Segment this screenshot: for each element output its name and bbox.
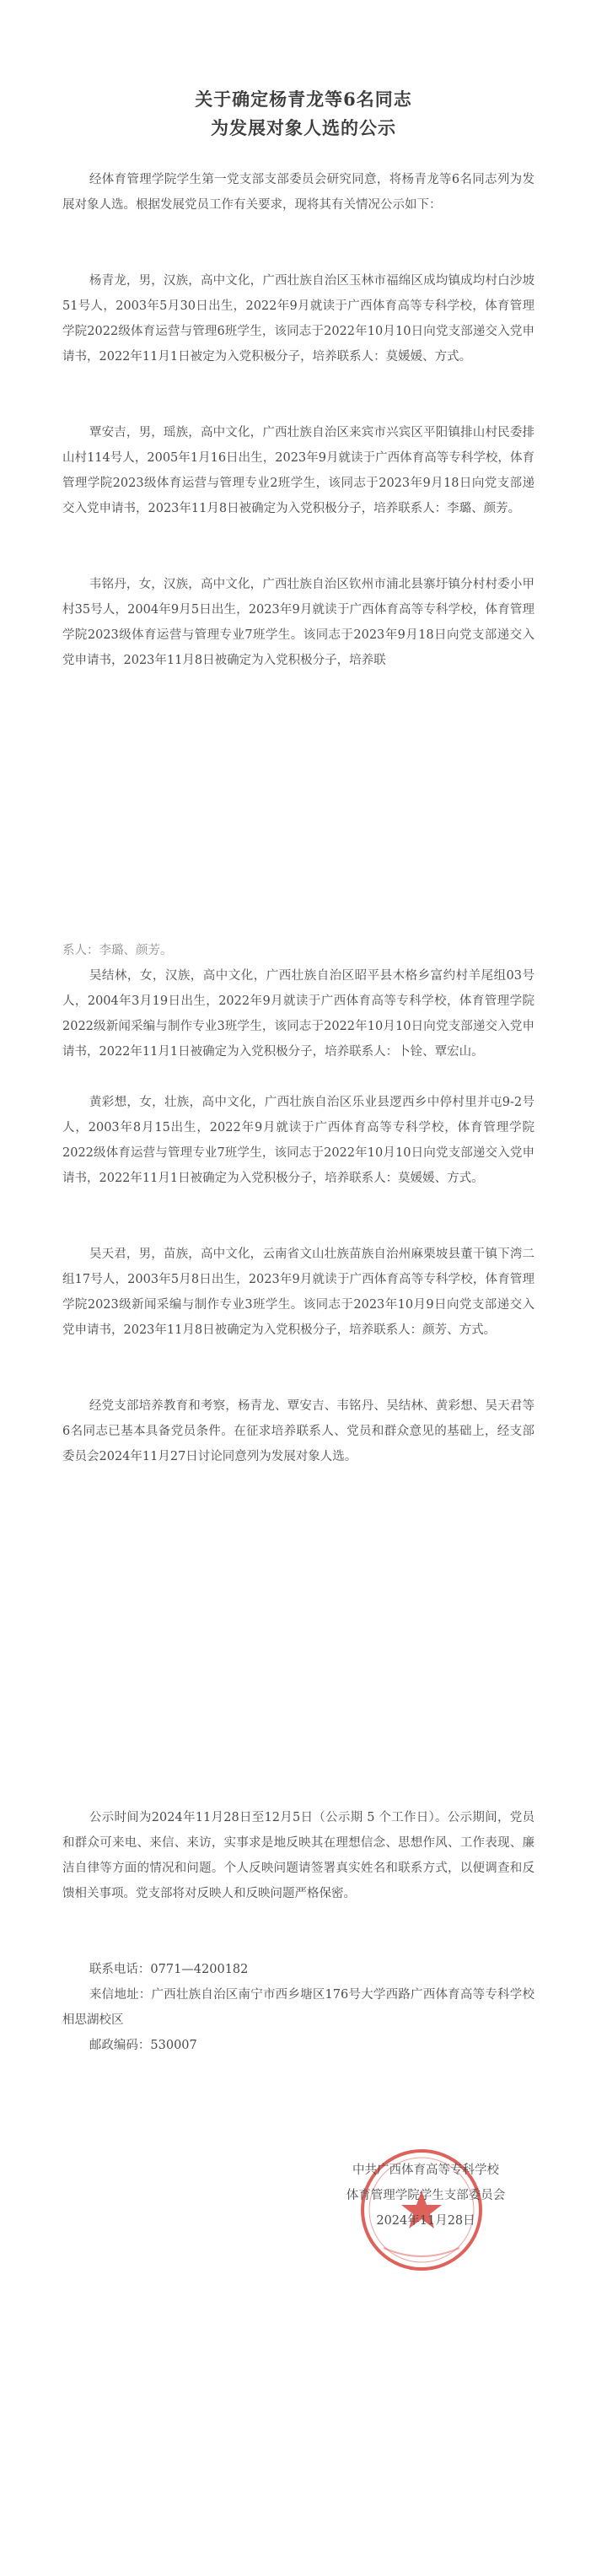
page-title-line1: 关于确定杨青龙等6名同志 xyxy=(195,89,412,110)
contact-postcode: 邮政编码：530007 xyxy=(89,2039,197,2052)
candidate-huang-paragraph: 黄彩想，女，壮族，高中文化，广西壮族自治区乐业县逻西乡中停村里并屯9-2号人，2003年8月15出生，2022年9月就读于广西体育高等专科学校，体育管理学院2022级体育运营与管理专业7班学生，该同志于2022年10月10日向党支部递交入党申请书，2022年11月1日被确定为入党积极分子，培养联系人：莫媛媛、方式。 xyxy=(62,1096,534,1185)
intro-paragraph: 经体育管理学院学生第一党支部支部委员会研究同意，将杨青龙等6名同志列为发展对象人选。根据发展党员工作有关要求，现将其有关情况公示如下： xyxy=(62,173,534,212)
contact-address: 来信地址：广西壮族自治区南宁市西乡塘区176号大学西路广西体育高等专科学校相思湖校区 xyxy=(62,1988,534,2027)
candidate-wei-continued: 系人：李璐、颜芳。 xyxy=(62,944,173,957)
candidate-yang-paragraph: 杨青龙，男，汉族，高中文化，广西壮族自治区玉林市福绵区成均镇成均村白沙坡51号人，2003年5月30日出生，2022年9月就读于广西体育高等专科学校，体育管理学院2022级体育运营与管理6班学生，该同志于2022年10月10日向党支部递交入党申请书，2022年11月1日被定为入党积极分子，培养联系人：莫媛媛、方式。 xyxy=(62,274,534,364)
candidate-wu-jie-paragraph: 吴结林，女，汉族，高中文化，广西壮族自治区昭平县木格乡富约村羊尾组03号人，2004年3月19日出生，2022年9月就读于广西体育高等专科学校，体育管理学院2022级新闻采编与制作专业3班学生，该同志于2022年10月10日向党支部递交入党申请书，2022年11月1日被确定为入党积极分子，培养联系人：卜铨、覃宏山。 xyxy=(62,969,534,1059)
signature-date: 2024年11月28日 xyxy=(376,2214,475,2228)
contact-phone: 联系电话：0771—4200182 xyxy=(89,1963,249,1976)
signature-school: 中共广西体育高等专科学校 xyxy=(352,2164,499,2177)
notice-paragraph: 公示时间为2024年11月28日至12月5日（公示期 5 个工作日）。公示期间，党员和群众可来电、来信、来访，实事求是地反映其在理想信念、思想作风、工作表现、廉洁自律等方面的情况和问题。个人反映问题请签署真实姓名和联系方式，以便调查和反馈相关事项。党支部将对反映人和反映问题严格保密。 xyxy=(62,1811,534,1900)
candidate-wei-paragraph: 韦铭丹，女，汉族，高中文化，广西壮族自治区钦州市浦北县寨圩镇分村村委小甲村35号人，2004年9月5日出生，2023年9月就读于广西体育高等专科学校，体育管理学院2023级体育运营与管理专业7班学生。该同志于2023年9月18日向党支部递交入党申请书，2023年11月8日被确定为入党积极分子，培养联 xyxy=(62,578,534,667)
candidate-wu-tian-paragraph: 吴天君，男，苗族，高中文化，云南省文山壮族苗族自治州麻栗坡县董干镇下湾二组17号人，2003年5月8日出生，2023年9月就读于广西体育高等专科学校，体育管理学院2023级新闻采编与制作专业3班学生。该同志于2023年10月9日向党支部递交入党申请书，2023年11月8日被确定为入党积极分子，培养联系人：颜芳、方式。 xyxy=(62,1248,534,1337)
candidate-tan-paragraph: 覃安吉，男，瑶族，高中文化，广西壮族自治区来宾市兴宾区平阳镇排山村民委排山村114号人，2005年1月16日出生，2023年9月就读于广西体育高等专科学校，体育管理学院2023级体育运营与管理专业2班学生，该同志于2023年9月18日向党支部递交入党申请书，2023年11月8日被确定为入党积极分子，培养联系人：李璐、颜芳。 xyxy=(62,426,534,515)
summary-paragraph: 经党支部培养教育和考察，杨青龙、覃安吉、韦铭丹、吴结林、黄彩想、吴天君等6名同志已基本具备党员条件。在征求培养联系人、党员和群众意见的基础上，经支部委员会2024年11月27日讨论同意列为发展对象人选。 xyxy=(62,1399,534,1463)
signature-committee: 体育管理学院学生支部委员会 xyxy=(346,2189,506,2202)
page-title-line2: 为发展对象人选的公示 xyxy=(211,117,396,138)
